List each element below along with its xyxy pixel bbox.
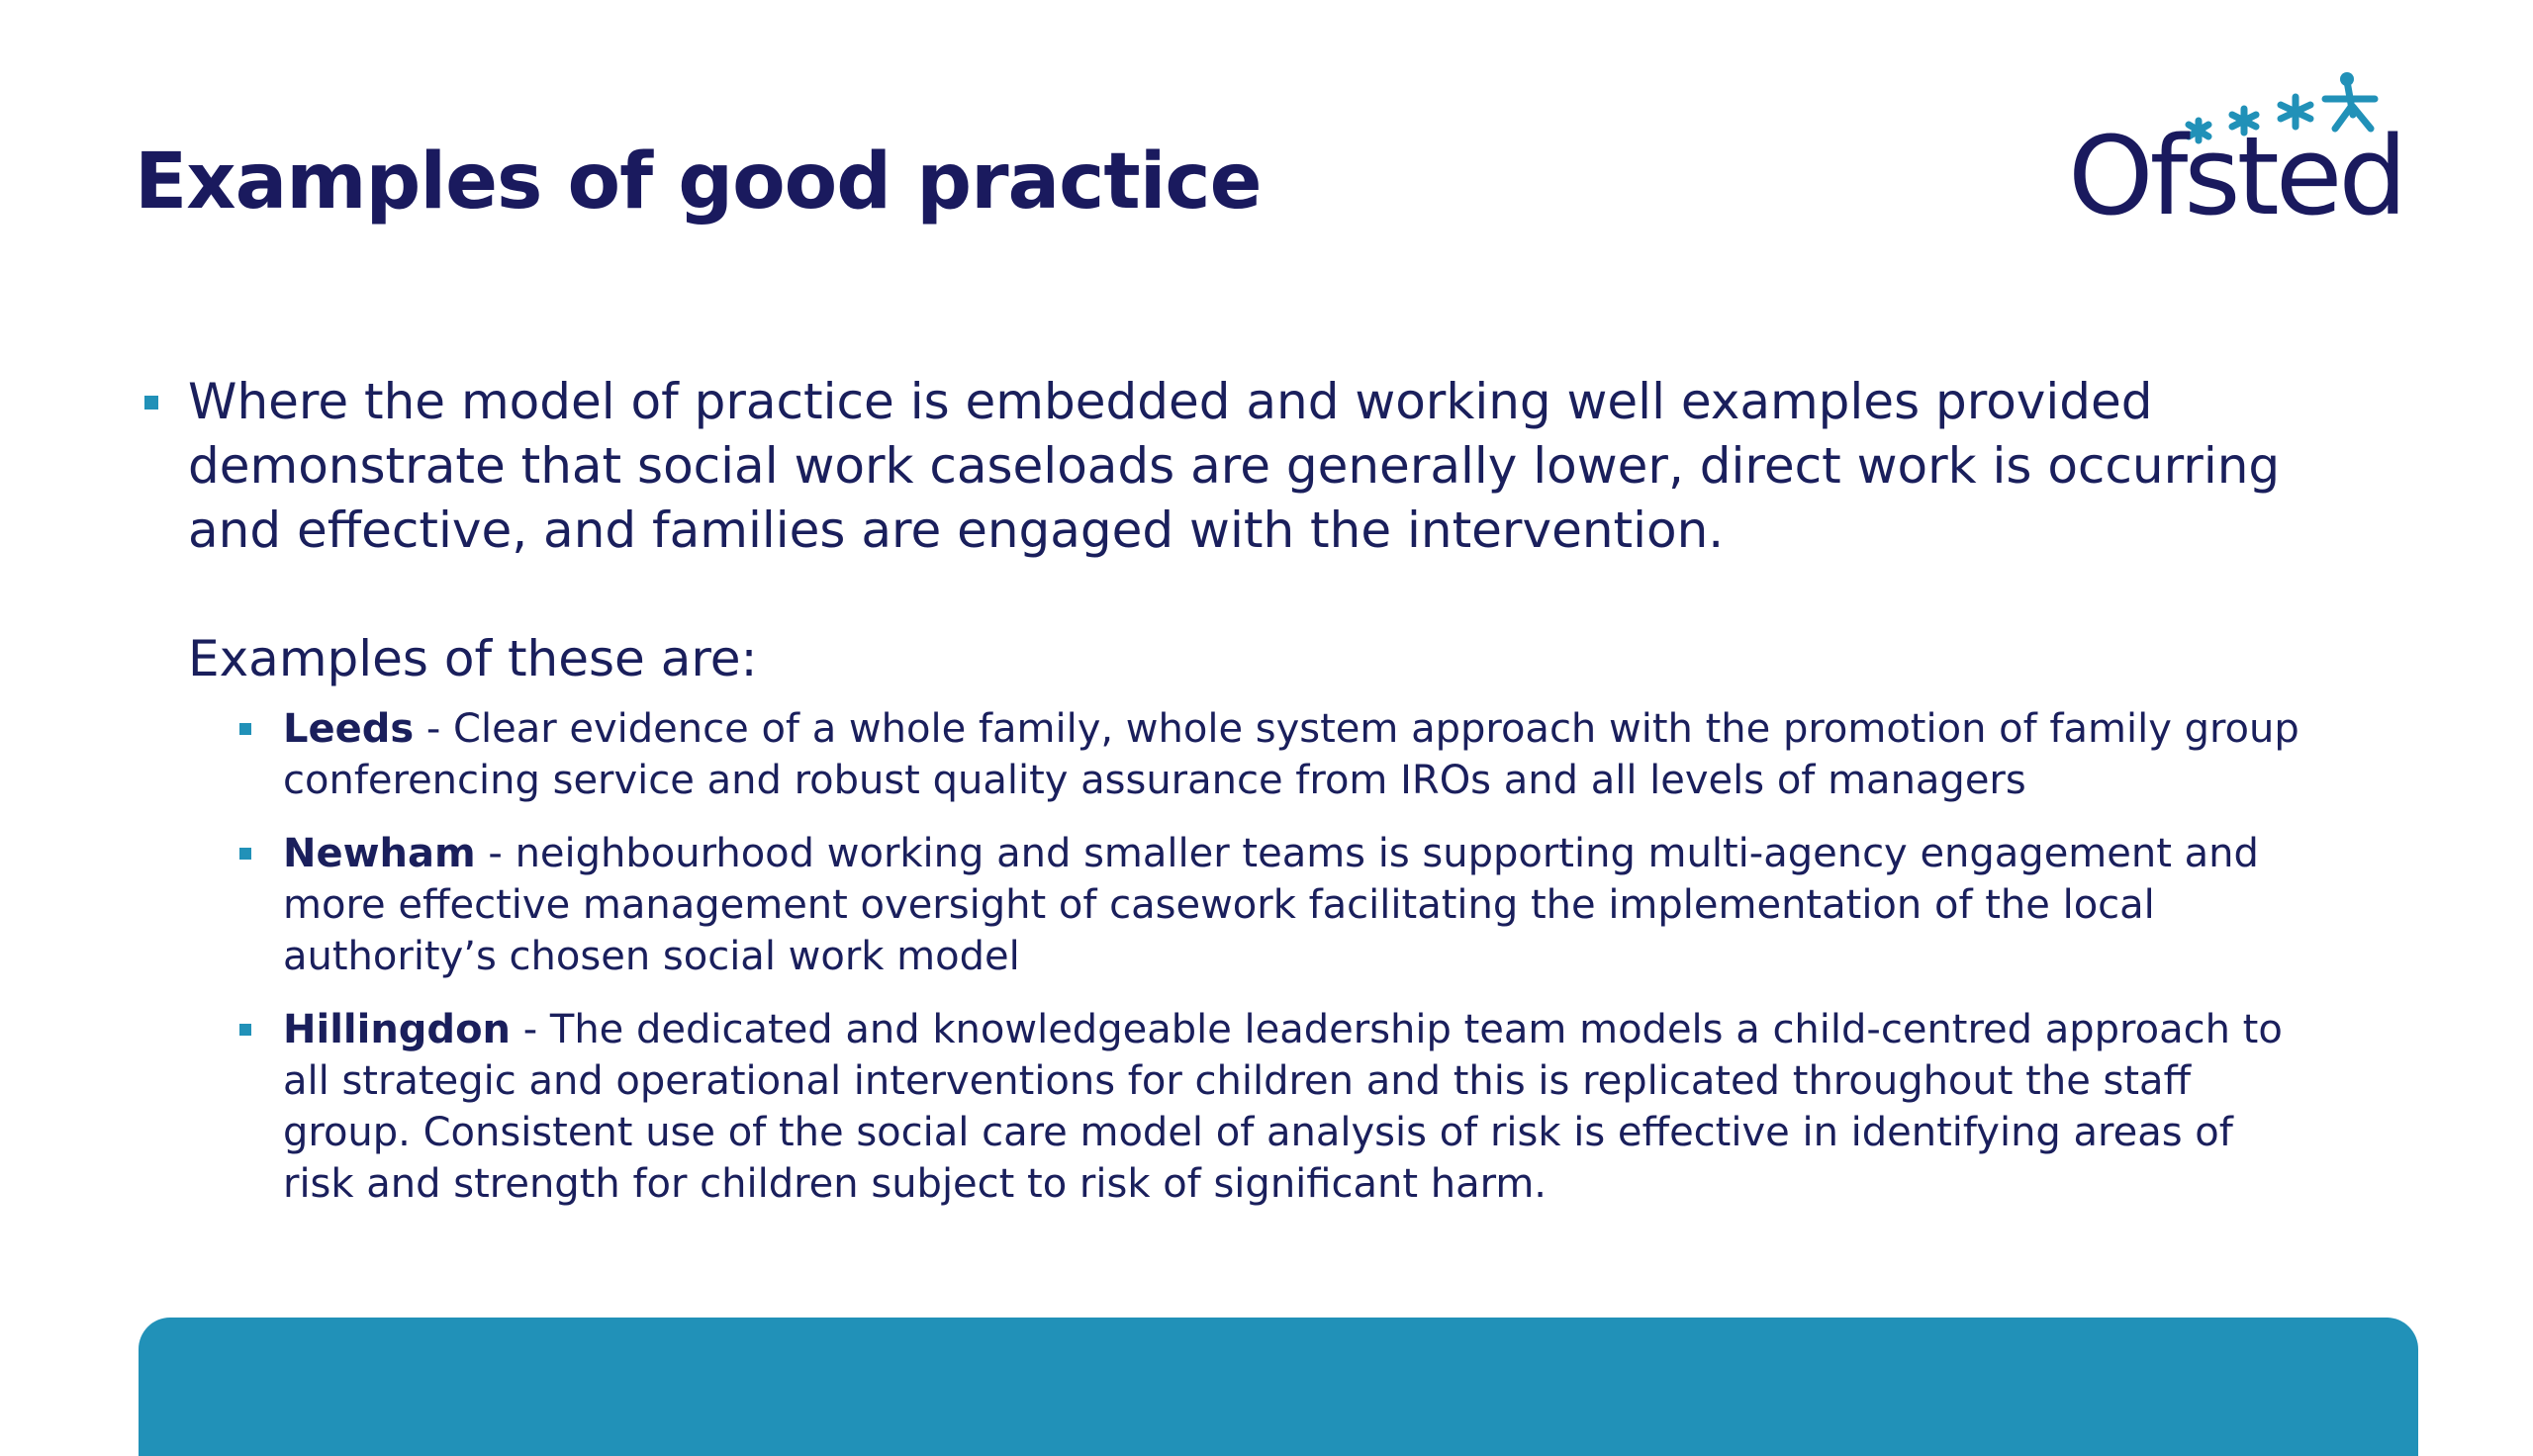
footer-bar	[139, 1318, 2418, 1456]
slide-content	[139, 370, 2315, 1231]
example-text: - The dedicated and knowledgeable leadership team models a child-centred approach to all strategic and operational interventions for children and this is replicated throughout the staff group. Consistent use of the social care model of analysis of risk is effective in identifying areas of risk and strength for children subject to risk of significant harm.	[283, 1007, 2283, 1207]
list-item	[139, 828, 2315, 982]
list-item	[139, 703, 2315, 806]
example-text: - neighbourhood working and smaller teams is supporting multi-agency engagement and more effective management oversight of casework facilitating the implementation of the local authority’s chosen social work model	[283, 831, 2259, 979]
list-item	[139, 1004, 2315, 1210]
examples-intro: Examples of these are:	[188, 630, 758, 687]
ofsted-logo	[2058, 69, 2404, 239]
square-bullet-icon	[144, 396, 158, 410]
main-bullet-text: Where the model of practice is embedded and working well examples provided demonstrate that social work caseloads are generally lower, direct work is occurring and effective, and families are engaged with the intervention.	[188, 373, 2281, 559]
examples-list	[139, 703, 2315, 1210]
example-name: Hillingdon	[283, 1007, 512, 1052]
example-name: Leeds	[283, 706, 415, 752]
example-name: Newham	[283, 831, 476, 876]
logo-wordmark: Ofsted	[2068, 113, 2404, 239]
square-bullet-icon	[239, 723, 251, 735]
main-bullet	[139, 370, 2315, 563]
example-text: - Clear evidence of a whole family, whole system approach with the promotion of family group conferencing service and robust quality assurance from IROs and all levels of managers	[283, 706, 2299, 803]
slide-title: Examples of good practice	[135, 137, 1262, 227]
square-bullet-icon	[239, 848, 251, 860]
square-bullet-icon	[239, 1024, 251, 1036]
